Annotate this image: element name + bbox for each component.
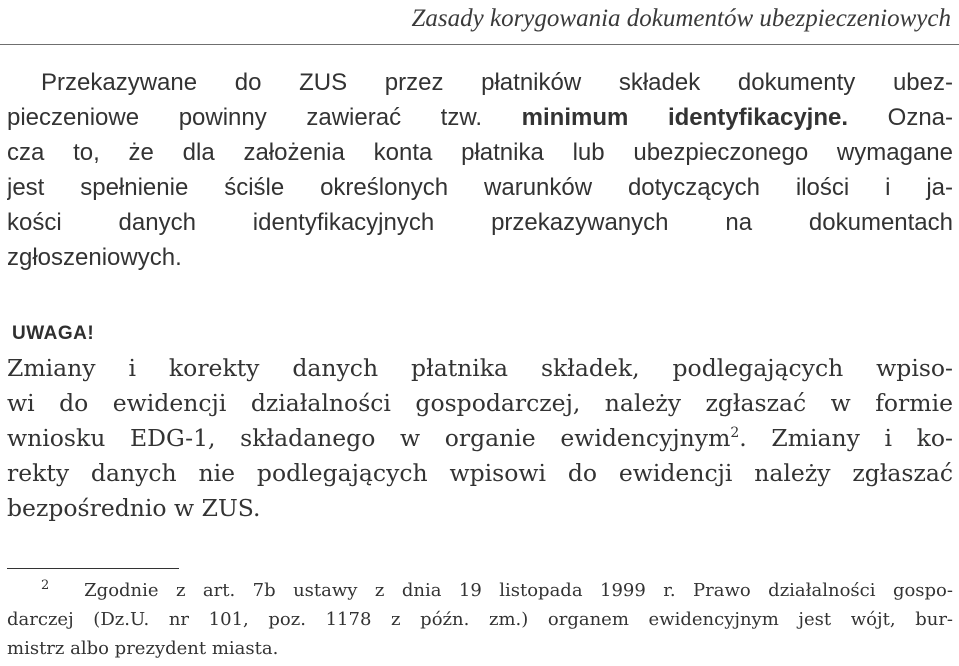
paragraph-line: kości danych identyfikacyjnych przekazywanych na dokumentach xyxy=(7,209,953,236)
footnote-line xyxy=(7,576,953,605)
note-heading: UWAGA! xyxy=(12,323,95,344)
paragraph-text: pieczeniowe powinny zawierać tzw. xyxy=(7,104,522,131)
footnote-line: mistrz albo prezydent miasta. xyxy=(7,638,279,659)
note-paragraph xyxy=(7,351,953,526)
paragraph-line: cza to, że dla założenia konta płatnika lub ubezpieczonego wymagane xyxy=(7,139,953,166)
footnote-marker: 2 xyxy=(41,578,50,593)
footnote-reference[interactable]: 2 xyxy=(730,425,740,442)
main-paragraph xyxy=(7,65,953,275)
note-line: bezpośrednio w ZUS. xyxy=(7,494,261,522)
header-divider xyxy=(0,44,959,45)
note-line: Zmiany i korekty danych płatnika składek, podlegających wpiso- xyxy=(7,354,953,382)
running-header: Zasady korygowania dokumentów ubezpieczeniowych xyxy=(411,5,951,32)
paragraph-line: jest spełnienie ściśle określonych warunków dotyczących ilości i ja- xyxy=(7,174,953,201)
emphasis-term: minimum identyfikacyjne. xyxy=(521,104,849,131)
note-text: . Zmiany i ko- xyxy=(739,424,953,452)
note-line: wi do ewidencji działalności gospodarczej, należy zgłaszać w formie xyxy=(7,389,953,417)
note-line xyxy=(7,421,953,456)
paragraph-text: Ozna- xyxy=(848,104,953,131)
footnote xyxy=(7,576,953,663)
paragraph-line xyxy=(7,100,953,135)
paragraph-line: zgłoszeniowych. xyxy=(7,244,182,271)
footnote-divider xyxy=(7,568,179,569)
footnote-text: Zgodnie z art. 7b ustawy z dnia 19 listopada 1999 r. Prawo działalności gospo- xyxy=(84,580,953,601)
footnote-line: darczej (Dz.U. nr 101, poz. 1178 z późn. zm.) organem ewidencyjnym jest wójt, bur- xyxy=(7,609,953,630)
note-text: wniosku EDG-1, składanego w organie ewidencyjnym xyxy=(7,424,731,452)
note-line: rekty danych nie podlegających wpisowi do ewidencji należy zgłaszać xyxy=(7,459,953,487)
paragraph-line: Przekazywane do ZUS przez płatników składek dokumenty ubez- xyxy=(41,69,953,96)
